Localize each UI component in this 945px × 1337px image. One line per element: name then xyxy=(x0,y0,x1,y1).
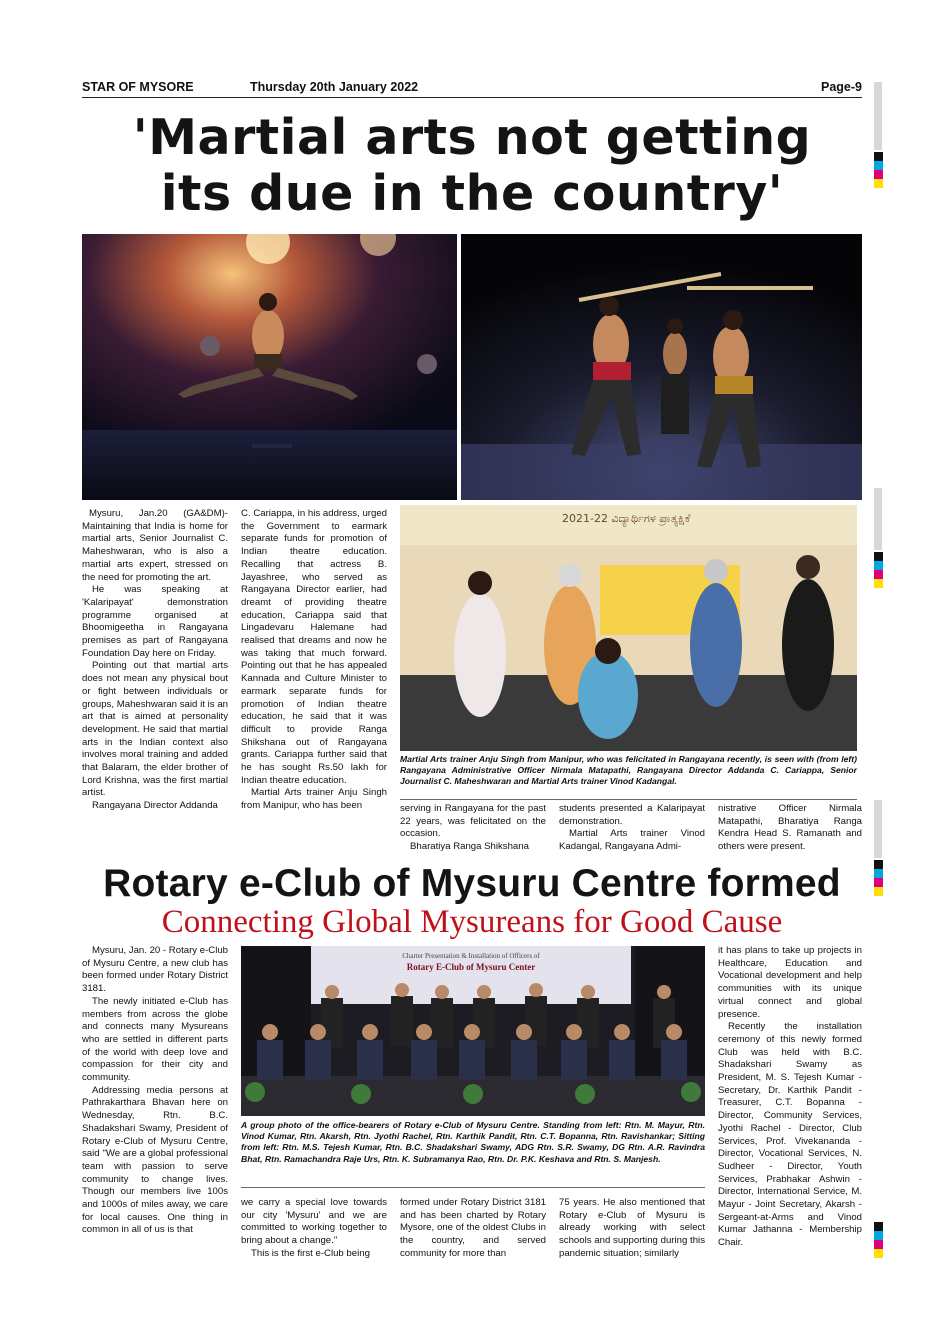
photo-leaping-dancer xyxy=(82,234,457,500)
photo-stick-fighters xyxy=(461,234,862,500)
subheadline-rotary: Connecting Global Mysureans for Good Cause xyxy=(161,904,783,940)
issue-date: Thursday 20th January 2022 xyxy=(250,80,419,94)
paragraph: Addressing media persons at Pathrakarthara Bhavan here on Wednesday, Rtn. B.C. Shadakshari Swamy, President of Rotary e-Club of Mysuru Centre, said "We are a global professional team with passion to serve community to change lives. Though our members live 100s and 1000s of miles away, we care for local causes. One thing in common in all of us is that xyxy=(82,1084,228,1236)
paragraph: Mysuru, Jan. 20 - Rotary e-Club of Mysuru Centre, a new club has been formed under Rotary District 3181. xyxy=(82,945,228,995)
paragraph: we carry a special love towards our city 'Mysuru' and we are committed to working together to bring about a change." xyxy=(241,1197,387,1247)
registration-mark xyxy=(874,1222,883,1258)
article1-column-4 xyxy=(559,803,705,854)
headline-line-2: its due in the country' xyxy=(160,165,784,222)
paragraph: Martial Arts trainer Anju Singh from Manipur, who has been xyxy=(241,787,387,812)
publication-name: STAR OF MYSORE xyxy=(82,80,194,94)
paragraph: Rangayana Director Addanda xyxy=(92,800,218,812)
masthead-rule xyxy=(82,97,862,98)
article1-column-5 xyxy=(718,803,862,854)
page-number: Page-9 xyxy=(821,80,862,94)
article1-column-2 xyxy=(241,508,387,813)
photo-rotary-group xyxy=(241,946,705,1116)
paragraph: 75 years. He also mentioned that Rotary e-Club of Mysuru is already working with select schools and supporting during this pandemic situation; similarly xyxy=(559,1197,705,1259)
article2-column-5 xyxy=(718,945,862,1250)
headline-rotary: Rotary e-Club of Mysuru Centre formed xyxy=(103,862,841,905)
headline-line-1: 'Martial arts not getting xyxy=(132,109,812,166)
paragraph: Bharatiya Ranga Shikshana xyxy=(410,841,529,853)
article2-column-3 xyxy=(400,1197,546,1261)
paragraph: C. Cariappa, in his address, urged the Government to earmark separate funds for promotion of Indian theatre education. Recalling that actress B. Jayashree, who served as Rangayana Director earlier, had dreamt of providing theatre education, Cariappa said that Lingadevaru Halemane had realised that dreams and now he was taking that much forward. Pointing out that he has appealed Kannada and Culture Minister to earmark separate funds for promotion of Indian theatre education, he said that it was difficult to provide Ranga Shikshana out of Rangayana grants. Cariappa further said that he has sought Rs.50 lakh for Indian theatre education. xyxy=(241,508,387,786)
paragraph: it has plans to take up projects in Healthcare, Education and Vocational development and help communities with its unique virtual connect and global presence. xyxy=(718,945,862,1020)
margin-bar xyxy=(874,82,882,150)
margin-bar xyxy=(874,488,882,550)
paragraph: serving in Rangayana for the past 22 years, was felicitated on the occasion. xyxy=(400,803,546,840)
photo-felicitation xyxy=(400,505,857,751)
article2-column-4 xyxy=(559,1197,705,1261)
paragraph: students presented a Kalaripayat demonstration. xyxy=(559,803,705,827)
paragraph: nistrative Officer Nirmala Matapathi, Bharatiya Ranga Kendra Head S. Ramanath and others were present. xyxy=(718,803,862,853)
caption-rule xyxy=(400,799,857,800)
registration-mark xyxy=(874,552,883,588)
caption-rule xyxy=(241,1187,705,1188)
paragraph: The newly initiated e-Club has members from across the globe and connects many Mysureans who are settled in different parts of the world with deep love and compassion for their city and community. xyxy=(82,995,228,1084)
paragraph: This is the first e-Club being xyxy=(251,1247,370,1259)
felicitation-banner-text: 2021-22 ವಿದ್ಯಾರ್ಥಿಗಳ ಪ್ರಾತ್ಯಕ್ಷಿಕೆ xyxy=(562,512,691,525)
paragraph: He was speaking at 'Kalaripayat' demonstration programme organised at Bhoomigeetha in Rangayana premises as part of Rangayana Foundation Day here on Friday. xyxy=(82,584,228,659)
paragraph: formed under Rotary District 3181 and has been charted by Rotary Mysore, one of the oldest Clubs in the country, and served community for more than xyxy=(400,1197,546,1259)
rotary-photo-caption: A group photo of the office-bearers of Rotary e-Club of Mysuru Centre. Standing from left: Rtn. M. Mayur, Rtn. Vinod Kumar, Rtn. Akarsh, Rtn. Jyothi Rachel, Rtn. Karthik Pandit, Rtn. C.T. Bopanna, Rtn. Ravishankar; Sitting from left: Rtn. M.S. Tejesh Kumar, Rtn. B.C. Shadakshari Swamy, ADG Rtn. S.R. Swamy, DG Rtn. A.R. Ravindra Bhat, Rtn. Ramachandra Raje Urs, Rtn. K. Subramanya Rao, Rtn. Dr. P.K. Keshava and Rtn. S. Manjesh. xyxy=(241,1120,705,1164)
felicitation-caption: Martial Arts trainer Anju Singh from Manipur, who was felicitated in Rangayana recently, is seen with (from left) Rangayana Administrative Officer Nirmala Matapathi, Rangayana Director Addanda C. Cariappa, Senior Journalist C. Maheshwaran and Martial Arts trainer Vinod Kadangal. xyxy=(400,754,857,787)
paragraph: Martial Arts trainer Vinod Kadangal, Rangayana Admi- xyxy=(559,828,705,853)
rotary-banner-line-1: Charter Presentation & Installation of Officers of xyxy=(402,952,540,960)
article1-column-3 xyxy=(400,803,546,854)
margin-bar xyxy=(874,800,882,858)
headline-martial-arts xyxy=(82,110,862,222)
rotary-banner-line-2: Rotary E-Club of Mysuru Center xyxy=(406,962,536,972)
paragraph: Pointing out that martial arts does not mean any physical bout or fight between individuals or groups, Maheshwaran said it is an art that is aimed at personality development. He said that martial arts in the Indian context also involves moral training and added that Balaram, the elder brother of Lord Krishna, was the first martial artist. xyxy=(82,660,228,799)
paragraph: Recently the installation ceremony of this newly formed Club was held with B.C. Shadakshari Swamy as President, M. S. Tejesh Kumar - Secretary, Dr. Karthik Pandit - Treasurer, C.T. Bopanna - Director, Community Services, Jyothi Rachel - Director, Club Services, Prof. Vivekananda - Director, Vocational Services, N. Sudheer - Director, Youth Services, Prabhakar Ashwin - Director, International Service, M. Mayur - Joint Secretary, Akarsh - Sergeant-at-Arms and Vinod Kumar Jathanna - Membership Chair. xyxy=(718,1021,862,1249)
article2-column-2 xyxy=(241,1197,387,1261)
article2-column-1 xyxy=(82,945,228,1237)
registration-mark xyxy=(874,152,883,188)
paragraph: Mysuru, Jan.20 (GA&DM)- Maintaining that India is home for martial arts, Senior Journalist C. Maheshwaran, who is also a martial arts expert, stressed on the need for promoting the art. xyxy=(82,508,228,583)
article1-column-1 xyxy=(82,508,228,813)
registration-mark xyxy=(874,860,883,896)
